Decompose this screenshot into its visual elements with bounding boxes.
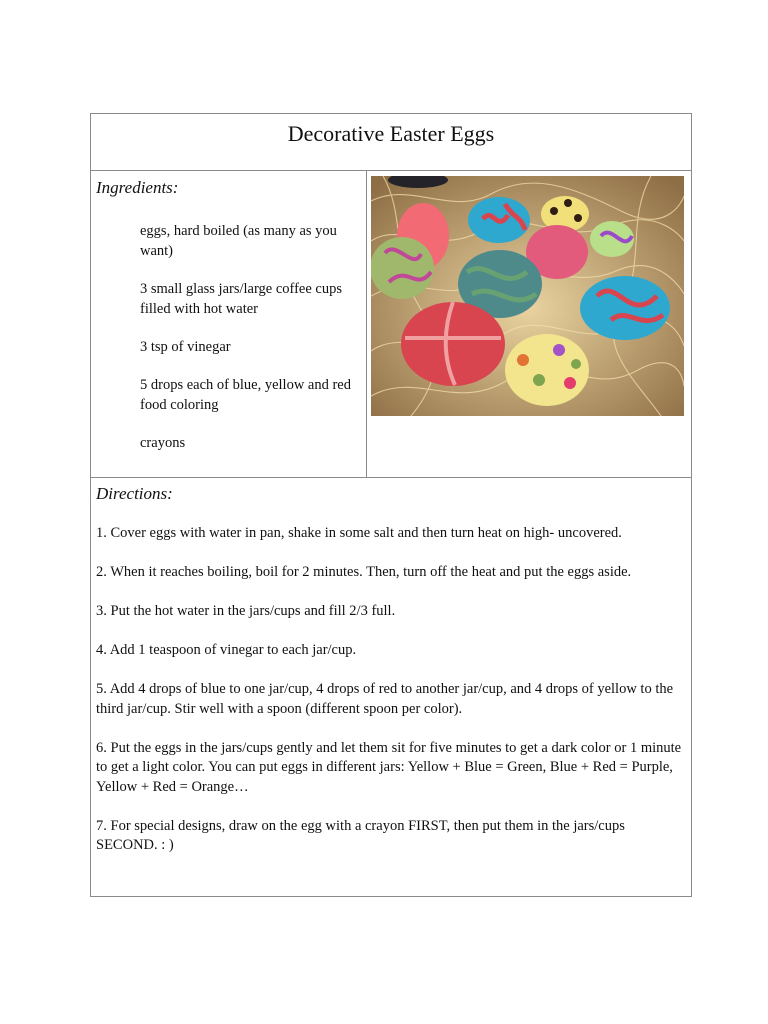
egg bbox=[401, 302, 505, 386]
ingredients-cell bbox=[91, 171, 367, 477]
ingredient-list bbox=[140, 221, 362, 471]
ingredient-item: 3 tsp of vinegar bbox=[140, 339, 231, 355]
direction-list bbox=[96, 524, 686, 875]
directions-heading: Directions: bbox=[96, 484, 173, 503]
direction-step: 3. Put the hot water in the jars/cups and fill 2/3 full. bbox=[96, 603, 396, 619]
recipe-title: Decorative Easter Eggs bbox=[287, 121, 495, 146]
egg bbox=[580, 276, 670, 340]
directions-cell bbox=[91, 477, 691, 896]
direction-step: 4. Add 1 teaspoon of vinegar to each jar/cup. bbox=[96, 642, 357, 658]
egg bbox=[371, 237, 434, 299]
direction-step: 6. Put the eggs in the jars/cups gently and let them sit for five minutes to get a dark color or 1 minute to get a light color. You can put eggs in different jars: Yellow + Blue = Green, Blue + Red = Purple, Yellow + Red = Orange… bbox=[96, 739, 682, 795]
direction-step: 2. When it reaches boiling, boil for 2 minutes. Then, turn off the heat and put the eggs aside. bbox=[96, 564, 632, 580]
direction-step: 1. Cover eggs with water in pan, shake in some salt and then turn heat on high- uncovered. bbox=[96, 525, 622, 541]
title-row bbox=[91, 114, 691, 171]
direction-step: 7. For special designs, draw on the egg with a crayon FIRST, then put them in the jars/cups SECOND. : ) bbox=[96, 817, 625, 853]
ingredient-item: crayons bbox=[140, 435, 186, 451]
egg bbox=[505, 334, 589, 406]
direction-step: 5. Add 4 drops of blue to one jar/cup, 4 drops of red to another jar/cup, and 4 drops of yellow to the third jar/cup. Stir well with a spoon (different spoon per color). bbox=[96, 681, 674, 717]
ingredient-item: eggs, hard boiled (as many as you want) bbox=[140, 223, 337, 259]
photo-cell bbox=[367, 171, 691, 477]
ingredients-heading: Ingredients: bbox=[96, 178, 179, 197]
ingredient-item: 3 small glass jars/large coffee cups filled with hot water bbox=[140, 281, 343, 317]
easter-eggs-photo bbox=[371, 176, 684, 416]
recipe-card bbox=[90, 113, 692, 897]
ingredient-item: 5 drops each of blue, yellow and red food coloring bbox=[140, 377, 351, 413]
